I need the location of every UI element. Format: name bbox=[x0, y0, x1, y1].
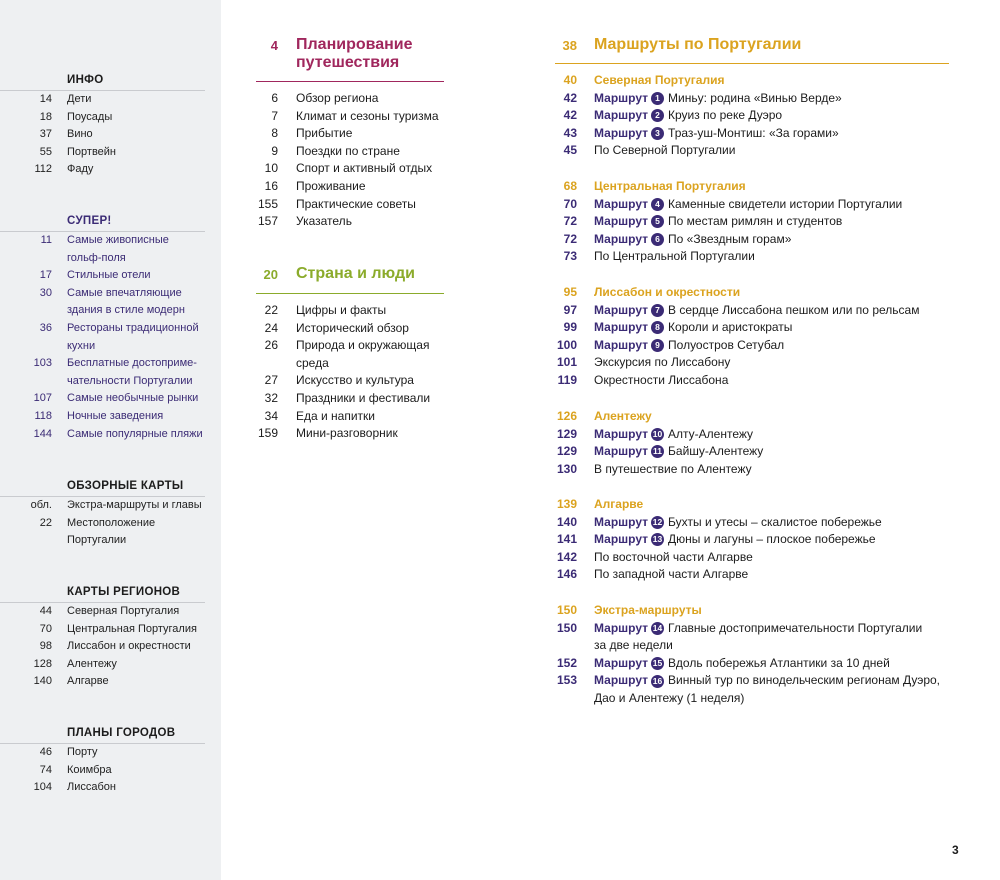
item-label: Ночные заведения bbox=[67, 410, 164, 422]
route-label: Маршрут bbox=[594, 337, 649, 352]
toc-entry[interactable] bbox=[256, 320, 446, 338]
sidebar-item[interactable] bbox=[0, 603, 221, 621]
toc-entry[interactable] bbox=[555, 354, 955, 372]
entry-label: Круиз по реке Дуэро bbox=[668, 108, 783, 123]
item-label: Стильные отели bbox=[67, 269, 151, 282]
toc-entry[interactable] bbox=[555, 372, 955, 390]
route-number-badge: 13 bbox=[652, 534, 663, 545]
subsection-header[interactable] bbox=[555, 284, 955, 302]
route-label: Маршрут bbox=[594, 532, 649, 547]
page-ref: 157 bbox=[257, 214, 278, 229]
page-ref: 24 bbox=[264, 320, 278, 335]
entry-label: Короли и аристократы bbox=[668, 320, 793, 335]
sidebar-item[interactable] bbox=[0, 621, 221, 639]
route-label: Маршрут bbox=[594, 90, 649, 105]
subsection-title: Экстра-маршруты bbox=[594, 603, 702, 617]
route-number-badge: 14 bbox=[652, 622, 663, 633]
page-ref: 16 bbox=[264, 179, 278, 193]
page-ref: 8 bbox=[271, 126, 278, 141]
entry-label: По местам римлян и студентов bbox=[668, 214, 843, 229]
entry-label: Поездки по стране bbox=[296, 143, 400, 158]
toc-entry[interactable] bbox=[256, 213, 446, 231]
item-label: Португалии bbox=[67, 534, 127, 547]
page-ref: 97 bbox=[563, 302, 577, 317]
route-number-badge: 7 bbox=[651, 304, 664, 317]
item-label: чательности Португалии bbox=[67, 374, 193, 387]
page-ref: 104 bbox=[33, 781, 52, 794]
page-ref: 144 bbox=[33, 427, 52, 440]
subsection-title: Центральная Португалия bbox=[594, 179, 746, 193]
entry-label: Траз-уш-Монтиш: «За горами» bbox=[668, 125, 839, 140]
route-entry[interactable] bbox=[555, 196, 955, 214]
page-ref: 14 bbox=[39, 93, 52, 105]
toc-entry[interactable] bbox=[256, 90, 446, 108]
page-ref: 152 bbox=[556, 655, 577, 670]
item-label: Центральная Португалия bbox=[67, 622, 197, 635]
page-ref: 22 bbox=[264, 303, 278, 317]
toc-entry[interactable] bbox=[555, 248, 955, 266]
item-label: Самые впечатляющие bbox=[67, 286, 182, 299]
route-number-badge: 4 bbox=[651, 198, 664, 211]
route-number-badge: 2 bbox=[651, 109, 664, 122]
page-ref: 43 bbox=[563, 125, 577, 140]
item-label: Портвейн bbox=[67, 145, 116, 158]
entry-label: Байшу-Алентежу bbox=[668, 444, 764, 459]
entry-label: Прибытие bbox=[296, 126, 353, 141]
route-entry[interactable] bbox=[555, 231, 955, 249]
route-entry[interactable] bbox=[555, 213, 955, 231]
page-ref: 27 bbox=[264, 373, 278, 388]
page-ref: 74 bbox=[39, 763, 52, 776]
page-ref: 140 bbox=[556, 514, 577, 529]
sidebar-item-continuation[interactable] bbox=[0, 302, 221, 320]
toc-entry[interactable] bbox=[256, 390, 446, 408]
route-label: Маршрут bbox=[594, 214, 649, 229]
route-number-badge: 8 bbox=[651, 321, 664, 334]
item-label: здания в стиле модерн bbox=[67, 304, 185, 317]
section-title: Планирование bbox=[296, 36, 413, 53]
route-label: Маршрут bbox=[594, 620, 649, 635]
page-ref: 153 bbox=[556, 673, 577, 688]
page-ref: 129 bbox=[556, 444, 577, 459]
entry-label: Окрестности Лиссабона bbox=[594, 373, 729, 387]
sidebar-item[interactable] bbox=[0, 320, 221, 338]
toc-entry-continuation[interactable] bbox=[256, 355, 446, 373]
page-ref: 73 bbox=[563, 249, 577, 264]
section-page-ref: 20 bbox=[263, 267, 278, 282]
page-ref: 10 bbox=[264, 161, 278, 176]
item-label: Самые необычные рынки bbox=[67, 392, 199, 405]
route-entry[interactable] bbox=[555, 655, 955, 673]
item-label: кухни bbox=[67, 339, 96, 352]
page-ref: 32 bbox=[264, 391, 278, 405]
toc-entry[interactable] bbox=[256, 108, 446, 126]
item-label: Поусады bbox=[67, 110, 113, 123]
sidebar-item[interactable] bbox=[0, 390, 221, 408]
item-label: Самые живописные bbox=[67, 234, 169, 246]
section-title: Страна и люди bbox=[296, 265, 415, 282]
page-ref: 34 bbox=[264, 408, 278, 423]
route-label: Маршрут bbox=[594, 302, 649, 317]
entry-label: Полуостров Сетубал bbox=[668, 337, 785, 352]
toc-entry[interactable] bbox=[256, 125, 446, 143]
page-number: 3 bbox=[952, 843, 959, 857]
subsection-header[interactable] bbox=[555, 602, 955, 620]
item-label: Порту bbox=[67, 746, 98, 758]
route-entry[interactable] bbox=[555, 337, 955, 355]
page-ref: 72 bbox=[563, 231, 577, 246]
page-ref: 30 bbox=[39, 286, 52, 299]
page-ref: 99 bbox=[563, 320, 577, 335]
sidebar-item[interactable] bbox=[0, 515, 221, 533]
entry-label: Спорт и активный отдых bbox=[296, 161, 433, 176]
entry-label: Обзор региона bbox=[296, 91, 379, 105]
sidebar-item-continuation[interactable] bbox=[0, 250, 221, 268]
page-ref: 98 bbox=[39, 640, 52, 653]
entry-label: По «Звездным горам» bbox=[668, 231, 792, 246]
page-ref: 112 bbox=[34, 163, 52, 176]
route-entry[interactable] bbox=[555, 443, 955, 461]
route-entry-continuation[interactable] bbox=[555, 637, 955, 655]
item-label: Алгарве bbox=[67, 675, 109, 688]
sidebar-item[interactable] bbox=[0, 355, 221, 373]
page-ref: 22 bbox=[39, 516, 52, 529]
entry-label: Экскурсия по Лиссабону bbox=[594, 355, 731, 370]
sidebar-item[interactable] bbox=[0, 408, 221, 426]
page-ref: 118 bbox=[34, 410, 52, 422]
entry-label: Природа и окружающая bbox=[296, 338, 430, 353]
page-ref: 103 bbox=[33, 357, 52, 370]
page-ref: 18 bbox=[39, 110, 52, 123]
toc-entry[interactable] bbox=[555, 566, 955, 584]
route-entry[interactable] bbox=[555, 107, 955, 125]
page-ref: 17 bbox=[39, 269, 52, 282]
item-label: Бесплатные достоприме- bbox=[67, 357, 197, 370]
route-label: Маршрут bbox=[594, 231, 649, 246]
page-ref: 146 bbox=[556, 567, 577, 582]
toc-entry[interactable] bbox=[256, 408, 446, 426]
entry-label: Миньу: родина «Винью Верде» bbox=[668, 90, 842, 105]
sidebar-item[interactable] bbox=[0, 762, 221, 780]
item-label: Алентежу bbox=[67, 657, 117, 670]
route-number-badge: 9 bbox=[651, 339, 664, 352]
subsection-title: Лиссабон и окрестности bbox=[594, 285, 741, 299]
sidebar-item[interactable] bbox=[0, 232, 221, 250]
divider bbox=[256, 81, 444, 82]
route-entry[interactable] bbox=[555, 426, 955, 444]
page-ref: 44 bbox=[39, 605, 52, 617]
toc-entry[interactable] bbox=[256, 160, 446, 178]
toc-entry[interactable] bbox=[256, 302, 446, 320]
page-ref: 142 bbox=[556, 549, 577, 564]
page-ref: 159 bbox=[257, 426, 278, 441]
sidebar-heading-super: СУПЕР! bbox=[67, 215, 112, 227]
sidebar-item[interactable] bbox=[0, 426, 221, 444]
page-ref: 128 bbox=[33, 657, 52, 670]
page-ref: 107 bbox=[33, 392, 52, 405]
route-number-badge: 1 bbox=[651, 92, 664, 105]
page-ref: 68 bbox=[563, 179, 577, 193]
sidebar-item[interactable] bbox=[0, 91, 221, 109]
entry-label: Практические советы bbox=[296, 196, 416, 211]
page-ref: 72 bbox=[563, 214, 577, 229]
page-ref: 119 bbox=[557, 373, 577, 387]
page-ref: 7 bbox=[271, 108, 278, 123]
page-ref: 42 bbox=[563, 108, 577, 123]
page-ref: 37 bbox=[39, 128, 52, 141]
entry-label: Праздники и фестивали bbox=[296, 391, 431, 405]
route-label: Маршрут bbox=[594, 426, 649, 441]
sidebar-item[interactable] bbox=[0, 744, 221, 762]
sidebar-item-continuation[interactable] bbox=[0, 532, 221, 550]
entry-label: Каменные свидетели истории Португалии bbox=[668, 196, 903, 211]
page-ref: 150 bbox=[556, 620, 577, 635]
section-title: Маршруты по Португалии bbox=[594, 36, 802, 53]
page-ref: 42 bbox=[563, 90, 577, 105]
route-label: Маршрут bbox=[594, 196, 649, 211]
entry-label: Искусство и культура bbox=[296, 373, 414, 388]
entry-label: По западной части Алгарве bbox=[594, 567, 749, 582]
route-number-badge: 16 bbox=[652, 675, 663, 686]
page-ref: 70 bbox=[563, 196, 577, 211]
toc-entry[interactable] bbox=[256, 337, 446, 355]
subsection-header[interactable] bbox=[555, 178, 955, 196]
entry-label: Дюны и лагуны – плоское побережье bbox=[668, 532, 876, 547]
subsection-title: Северная Португалия bbox=[594, 73, 725, 87]
sidebar-item[interactable] bbox=[0, 161, 221, 179]
item-label: Рестораны традиционной bbox=[67, 322, 199, 334]
page-ref: 9 bbox=[271, 143, 278, 158]
toc-entry[interactable] bbox=[256, 178, 446, 196]
route-entry[interactable] bbox=[555, 531, 955, 549]
page-ref: 129 bbox=[556, 426, 577, 441]
sidebar-item[interactable] bbox=[0, 673, 221, 691]
entry-label: среда bbox=[296, 355, 329, 370]
route-label: Маршрут bbox=[594, 108, 649, 123]
page-ref: 100 bbox=[556, 337, 577, 352]
item-label: гольф-поля bbox=[67, 251, 126, 264]
sidebar-item[interactable] bbox=[0, 656, 221, 674]
item-label: Вино bbox=[67, 128, 93, 141]
route-number-badge: 10 bbox=[652, 428, 663, 439]
entry-label: за две недели bbox=[594, 638, 673, 653]
sidebar-heading-overview-maps: ОБЗОРНЫЕ КАРТЫ bbox=[67, 480, 184, 492]
divider bbox=[555, 63, 949, 64]
item-label: Дети bbox=[67, 93, 92, 105]
route-number-badge: 12 bbox=[652, 516, 663, 527]
page-ref: 130 bbox=[556, 461, 577, 476]
item-label: Северная Португалия bbox=[67, 605, 180, 617]
route-entry[interactable] bbox=[555, 302, 955, 320]
route-label: Маршрут bbox=[594, 320, 649, 335]
item-label: Фаду bbox=[67, 163, 94, 176]
sidebar-heading-info: ИНФО bbox=[67, 74, 104, 86]
route-label: Маршрут bbox=[594, 444, 649, 459]
route-entry[interactable] bbox=[555, 125, 955, 143]
route-number-badge: 11 bbox=[653, 446, 663, 457]
subsection-header[interactable] bbox=[555, 408, 955, 426]
section-page-ref: 38 bbox=[562, 38, 577, 53]
toc-entry[interactable] bbox=[256, 143, 446, 161]
entry-label: Винный тур по винодельческим регионам Дуэро, bbox=[668, 673, 941, 688]
route-number-badge: 15 bbox=[652, 658, 663, 669]
page-ref: 150 bbox=[556, 603, 577, 617]
sidebar-item[interactable] bbox=[0, 779, 221, 797]
entry-label: Главные достопримечательности Португалии bbox=[668, 620, 923, 635]
page-ref: 101 bbox=[556, 355, 577, 370]
toc-entry[interactable] bbox=[256, 196, 446, 214]
item-label: Коимбра bbox=[67, 763, 112, 776]
sidebar-item[interactable] bbox=[0, 109, 221, 127]
sidebar-item[interactable] bbox=[0, 144, 221, 162]
page-ref: 141 bbox=[556, 532, 577, 547]
entry-label: Исторический обзор bbox=[296, 320, 409, 335]
route-entry[interactable] bbox=[555, 514, 955, 532]
sidebar-item[interactable] bbox=[0, 267, 221, 285]
item-label: Лиссабон и окрестности bbox=[67, 640, 191, 653]
toc-entry[interactable] bbox=[256, 372, 446, 390]
subsection-header[interactable] bbox=[555, 72, 955, 90]
toc-entry[interactable] bbox=[256, 425, 446, 443]
page-ref: 95 bbox=[563, 285, 577, 299]
entry-label: Еда и напитки bbox=[296, 408, 376, 423]
page-ref: 46 bbox=[39, 746, 52, 758]
item-label: Местоположение bbox=[67, 516, 156, 529]
toc-entry[interactable] bbox=[555, 549, 955, 567]
entry-label: Цифры и факты bbox=[296, 303, 387, 317]
divider bbox=[256, 293, 444, 294]
route-entry[interactable] bbox=[555, 620, 955, 638]
entry-label: Алту-Алентежу bbox=[668, 426, 754, 441]
page-ref: 36 bbox=[39, 322, 52, 334]
section-page-ref: 4 bbox=[270, 38, 278, 53]
subsection-title: Алентежу bbox=[594, 409, 652, 423]
entry-label: Вдоль побережья Атлантики за 10 дней bbox=[668, 655, 890, 670]
subsection-title: Алгарве bbox=[594, 497, 644, 511]
route-number-badge: 6 bbox=[651, 233, 664, 246]
entry-label: В путешествие по Алентежу bbox=[594, 461, 752, 476]
entry-label: Бухты и утесы – скалистое побережье bbox=[668, 514, 882, 529]
page-ref: 140 bbox=[33, 675, 52, 688]
entry-label: По восточной части Алгарве bbox=[594, 549, 753, 564]
route-entry[interactable] bbox=[555, 672, 955, 690]
sidebar-heading-city-plans: ПЛАНЫ ГОРОДОВ bbox=[67, 727, 176, 739]
entry-label: Проживание bbox=[296, 179, 366, 193]
entry-label: В сердце Лиссабона пешком или по рельсам bbox=[668, 302, 920, 317]
entry-label: По Центральной Португалии bbox=[594, 249, 755, 264]
route-label: Маршрут bbox=[594, 655, 649, 670]
entry-label: Дао и Алентежу (1 неделя) bbox=[594, 691, 745, 705]
page-ref: 40 bbox=[563, 73, 577, 87]
route-number-badge: 5 bbox=[651, 215, 664, 228]
sidebar-item[interactable] bbox=[0, 285, 221, 303]
item-label: Лиссабон bbox=[67, 781, 116, 794]
sidebar-item[interactable] bbox=[0, 126, 221, 144]
page-ref: 45 bbox=[563, 143, 577, 158]
page-ref: 139 bbox=[556, 497, 577, 511]
section-title-line2: путешествия bbox=[296, 54, 400, 71]
toc-entry[interactable] bbox=[555, 461, 955, 479]
route-entry[interactable] bbox=[555, 90, 955, 108]
route-label: Маршрут bbox=[594, 125, 649, 140]
page-ref: 6 bbox=[271, 91, 278, 105]
sidebar-item-continuation[interactable] bbox=[0, 373, 221, 391]
route-entry-continuation[interactable] bbox=[555, 690, 955, 708]
entry-label: Мини-разговорник bbox=[296, 426, 398, 441]
entry-label: Климат и сезоны туризма bbox=[296, 108, 439, 123]
route-number-badge: 3 bbox=[651, 127, 664, 140]
sidebar-heading-region-maps: КАРТЫ РЕГИОНОВ bbox=[67, 586, 181, 598]
page-ref: 26 bbox=[264, 338, 278, 353]
page-ref: 70 bbox=[39, 622, 52, 635]
page-ref: обл. bbox=[30, 499, 52, 511]
entry-label: Указатель bbox=[296, 214, 352, 229]
item-label: Самые популярные пляжи bbox=[67, 427, 203, 440]
entry-label: По Северной Португалии bbox=[594, 143, 736, 158]
page-ref: 55 bbox=[39, 145, 52, 158]
route-entry[interactable] bbox=[555, 319, 955, 337]
page-ref: 155 bbox=[257, 196, 278, 211]
route-label: Маршрут bbox=[594, 514, 649, 529]
item-label: Экстра-маршруты и главы bbox=[67, 499, 202, 511]
page-ref: 11 bbox=[40, 234, 52, 246]
sidebar-item[interactable] bbox=[0, 638, 221, 656]
toc-entry[interactable] bbox=[555, 142, 955, 160]
sidebar-item-continuation[interactable] bbox=[0, 338, 221, 356]
route-label: Маршрут bbox=[594, 673, 649, 688]
page-ref: 126 bbox=[556, 409, 577, 423]
sidebar-item[interactable] bbox=[0, 497, 221, 515]
subsection-header[interactable] bbox=[555, 496, 955, 514]
sidebar bbox=[0, 0, 221, 880]
